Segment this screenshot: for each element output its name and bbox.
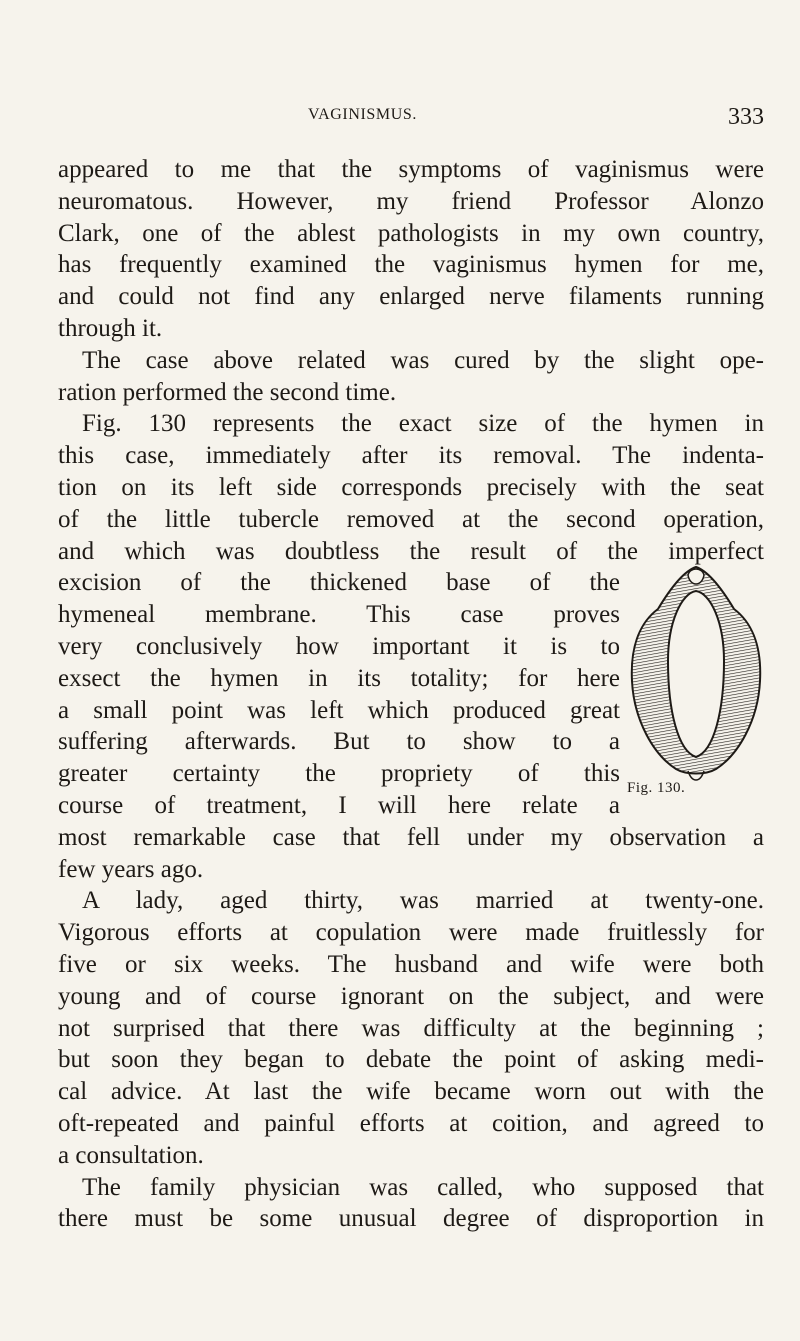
text-line: greater certainty the propriety of this (58, 760, 620, 788)
running-head: VAGINISMUS. (308, 106, 417, 123)
text-line: five or six weeks. The husband and wife were both (58, 950, 764, 978)
text-line: Clark, one of the ablest pathologists in my own country, (58, 219, 764, 247)
text-line: neuromatous. However, my friend Professor Alonzo (58, 187, 764, 215)
text-line: A lady, aged thirty, was married at twenty-one. (82, 887, 764, 915)
text-line: not surprised that there was difficulty at the beginning ; (58, 1014, 764, 1042)
text-line: a consultation. (58, 1141, 204, 1169)
text-line: excision of the thickened base of the (58, 569, 620, 597)
text-line: tion on its left side corresponds precisely with the seat (58, 473, 764, 501)
text-line: few years ago. (58, 855, 204, 883)
text-line: young and of course ignorant on the subject, and were (58, 982, 764, 1010)
page-header (58, 104, 764, 140)
text-line: Vigorous efforts at copulation were made fruitlessly for (58, 919, 764, 947)
text-line: Fig. 130 represents the exact size of the hymen in (82, 410, 764, 438)
text-line: oft-repeated and painful efforts at coition, and agreed to (58, 1109, 764, 1137)
text-line: appeared to me that the symptoms of vaginismus were (58, 156, 764, 183)
text-line: ration performed the second time. (58, 378, 397, 406)
hymen-illustration (626, 561, 766, 791)
text-line: exsect the hymen in its totality; for here (58, 664, 620, 692)
text-line: course of treatment, I will here relate a (58, 791, 620, 819)
text-line: has frequently examined the vaginismus hymen for me, (58, 251, 764, 279)
text-line: there must be some unusual degree of disproportion in (58, 1205, 764, 1233)
text-line: but soon they began to debate the point of asking medi- (58, 1046, 764, 1074)
page-number: 333 (728, 104, 764, 130)
text-line: suffering afterwards. But to show to a (58, 728, 620, 756)
text-line: this case, immediately after its removal. The indenta- (58, 442, 764, 470)
text-line: most remarkable case that fell under my observation a (58, 823, 764, 851)
text-line: a small point was left which produced great (58, 696, 620, 724)
text-line: The family physician was called, who supposed that (82, 1173, 764, 1201)
text-line: hymeneal membrane. This case proves (58, 601, 620, 629)
text-line: through it. (58, 314, 163, 342)
text-line: very conclusively how important it is to (58, 632, 620, 660)
figure-caption: Fig. 130. (627, 780, 686, 796)
text-line: and could not find any enlarged nerve filaments running (58, 283, 764, 311)
text-line: of the little tubercle removed at the second operation, (58, 505, 764, 533)
text-line: cal advice. At last the wife became worn out with the (58, 1078, 764, 1106)
text-line: The case above related was cured by the slight ope- (82, 346, 764, 374)
text-line: and which was doubtless the result of the imperfect (58, 537, 764, 565)
